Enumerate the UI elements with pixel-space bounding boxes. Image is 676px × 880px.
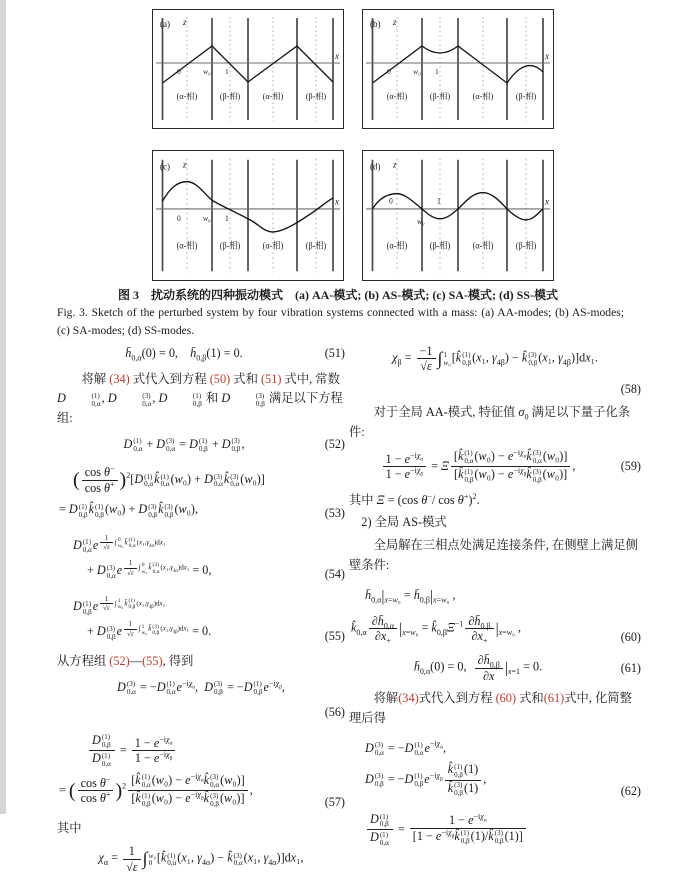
- tick-0: 0: [387, 67, 391, 76]
- equation-body: $h̄_{0,\alpha}(0) = 0$, $h̄_{0,\beta}(1) = 0$.: [125, 346, 243, 363]
- phase-label: (β-相): [515, 92, 537, 101]
- left-column: [57, 338, 345, 880]
- eq-ref-link[interactable]: (34): [109, 371, 130, 386]
- equation-51: [57, 344, 345, 364]
- panel-label: (a): [160, 19, 170, 29]
- eq-ref-link[interactable]: (50): [209, 371, 231, 386]
- phase-label: (α-相): [176, 92, 198, 101]
- equation-body: $\chi_\beta$ = $\frac{-1}{√\varepsilon}$ ∫ 1 w₀ [k̂ (1) 0,β (x₁, $\gamma_{4\beta}$) − k̂ (3) 0,β (x₁, $\gamma_{4\beta})]dx_1$.: [392, 344, 598, 374]
- equation-line: $k̂_{0,\alpha}$ $\frac{\partial h̄_{0,\alpha}}{\partial x_+}$ $|_{x=w_0}$ = $k̂_{0,\beta}\Xi^{-1}$ $\frac{\partial h̄_{0,\beta}}{\partial x_+}$ $|_{x=w_0}$ ,: [351, 613, 522, 646]
- equation-line: D (1) 0,β D (1) 0,α = $1 - e^{-i\chi_\alpha}$ $1 - e^{-i\chi_\beta}$: [57, 733, 311, 769]
- phase-label: (α-相): [262, 92, 284, 101]
- equation-line: D (1) 0,β D (1) 0,α = $1 - e^{-i\chi_\alpha}$ [$1 - e^{-i\chi_\beta}k̂$ (1) 0,β (1)/k̂ (3) 0,β (1)]: [349, 812, 641, 848]
- equation-number: (60): [620, 629, 641, 644]
- section-item: 2) 全局 AS-模式: [361, 515, 447, 530]
- equation-55: [57, 591, 345, 646]
- equation-line: + D (3) 0,β e $\frac{1}{√\varepsilon}$ ∫ 1 w₀ k̂ (3) 0,β $(x_1,\gamma_{4\beta})dx_1 = 0$.: [87, 620, 212, 642]
- phase-label: (β-相): [305, 92, 327, 101]
- equation-58: [349, 344, 641, 374]
- tick-w0: w₀: [413, 67, 421, 76]
- figure-panel-a: [152, 9, 344, 129]
- equation-line: $h̄_{0,\alpha}|_{x=w_0}$ = $h̄_{0,\beta}|_{x=w_0}$ ,: [365, 588, 456, 606]
- paragraph: 将解 (34) 式代入到方程 (50) 式和 (51) 式中, 常数 D (1) 0,α , D (3) 0,α , D (1) 0,β 和 D (3) 0,β 满足以下方程组:: [57, 371, 343, 425]
- equation-body: D (1) 0,α + D (3) 0,α = D (1) 0,β + D (3) 0,β ,: [123, 436, 245, 454]
- phase-label: (β-相): [429, 92, 451, 101]
- equation-61: [349, 653, 641, 683]
- phase-label: (α-相): [262, 239, 284, 251]
- equation-body: $\chi_\alpha$ = $\frac{1}{√\varepsilon}$ ∫ w₀ 0 [k̂ (1) 0,α (x₁, $\gamma_{4\alpha}$) − k̂ (3) 0,α (x₁, $\gamma_{4\alpha})]dx_1$,: [98, 844, 304, 874]
- equation-62-continued: [349, 808, 641, 852]
- panel-walls: [373, 18, 544, 120]
- panel-a-plot: [153, 10, 343, 128]
- tick-0: 0: [389, 196, 393, 206]
- x-axis-label: x: [335, 51, 339, 61]
- paragraph: 将解(34)式代入到方程 (60) 式和(61)式中, 化简整理后得: [349, 691, 632, 725]
- eq-ref-link[interactable]: (34): [398, 691, 419, 706]
- equation-line: ( $\frac{\cos \theta^-}{\cos \theta^+}$ )$^2$[D (1) 0,α k̂ (1) 0,α (w₀) + D (3) 0,α k̂ (3) 0,α (w₀)]: [73, 464, 265, 495]
- phase-label: (α-相): [472, 239, 494, 251]
- equation-56: [57, 678, 345, 698]
- paragraph: 其中 Ξ = (cos θ−/ cos θ+)$^2$.: [349, 491, 480, 507]
- equation-line: = D (1) 0,β k̂ (1) 0,β (w₀) + D (3) 0,β k̂ (3) 0,β (w₀),: [59, 502, 198, 519]
- phase-label: (β-相): [429, 239, 451, 251]
- equation-line: D (3) 0,β = −D (1) 0,β $e^{-i\chi_\beta}$ k̂ (1) 0,β (1) k̂ (3) 0,β (1) ,: [365, 762, 487, 798]
- paragraph: 全局解在三相点处满足连接条件, 在侧壁上满足侧壁条件:: [349, 537, 638, 572]
- phase-label: (β-相): [219, 239, 241, 251]
- right-column: [349, 338, 641, 858]
- tick-w0: w₀: [203, 213, 211, 224]
- tick-1: 1: [437, 196, 441, 206]
- eq-ref-link[interactable]: (60): [495, 691, 517, 706]
- equation-number: (54): [324, 567, 345, 582]
- eq-ref-link[interactable]: (51): [260, 371, 282, 386]
- x-axis-label: x: [335, 197, 339, 208]
- equation-line: + D (3) 0,α e $\frac{1}{√\varepsilon}$ ∫ 0 w₀ k̂ (3) 0,α $(x_1,\gamma_{4\alpha})dx_1 = 0$,: [87, 559, 212, 580]
- paragraph: 对于全局 AA-模式, 特征值 $\sigma_0$ 满足以下量子化条件:: [349, 405, 631, 439]
- x-axis-label: x: [545, 197, 549, 208]
- equation-body: $1 - e^{-i\chi_\alpha}$ $1 - e^{-i\chi_\beta}$ = Ξ [k̂ (1) 0,α $(w_0) - e^{-i\chi_\alpha}k̂$ (3) 0,α (w₀)] [k̂ (1) 0,β $(w_0) - e^{-i\chi_\beta}k̂$ (3) 0,β (w₀)] ,: [349, 449, 607, 485]
- equation-line: D (1) 0,α e $\frac{1}{√\varepsilon}$ ∫ 0 w₀ k̂ (1) 0,α $(x_1,\gamma_{4\alpha})dx_1$: [73, 533, 166, 555]
- equation-line: D (3) 0,α = −D (1) 0,α $e^{-i\chi_\alpha}$,: [365, 739, 447, 758]
- equation-57: [57, 729, 345, 813]
- equation-number: (52): [324, 436, 345, 451]
- equation-chi-alpha: [57, 844, 345, 874]
- phase-label: (α-相): [472, 92, 494, 101]
- equation-body: D (3) 0,α = −D (1) 0,α $e^{-i\chi_\alpha}$, D (3) 0,β = −D (1) 0,β $e^{-i\chi_\beta}$,: [117, 678, 285, 697]
- panel-label: (b): [370, 19, 381, 29]
- figure-panel-b: [362, 9, 554, 129]
- equation-number: (61): [620, 660, 641, 675]
- tick-w0: w₀: [417, 216, 425, 227]
- equation-number: (56): [324, 705, 345, 720]
- tick-0: 0: [177, 67, 181, 76]
- equation-59: [349, 449, 641, 485]
- z-axis-label: z: [183, 160, 187, 171]
- equation-number: (53): [324, 506, 345, 521]
- equation-number: (58): [620, 381, 641, 396]
- panel-walls: [163, 18, 334, 120]
- phase-label: (β-相): [219, 92, 241, 101]
- x-axis-label: x: [545, 51, 549, 61]
- panel-label: (c): [160, 162, 170, 173]
- tick-1: 1: [225, 213, 229, 224]
- equation-number: (59): [620, 458, 641, 473]
- figure-caption-zh: 图 3 扰动系统的四种振动模式 (a) AA-模式; (b) AS-模式; (c) SA-模式; (d) SS-模式: [118, 288, 558, 302]
- z-axis-label: z: [183, 17, 187, 27]
- panel-d-plot: [363, 151, 553, 280]
- eq-ref-link[interactable]: (61): [543, 691, 565, 706]
- equation-line: = ( $\frac{\cos \theta^-}{\cos \theta^+}$ )$^2$ [k̂ (1) 0,α $(w_0) - e^{-i\chi_\alpha}k̂$ (3) 0,α (w₀)] [k̂ (1) 0,β $(w_0) - e^{-i\chi_\beta}k̂$ (3) 0,β (w₀)] ,: [59, 771, 253, 808]
- phase-label: (β-相): [305, 239, 327, 251]
- equation-body: $h̄_{0,\alpha}(0) = 0$, $\frac{\partial h̄_{0,\beta}}{\partial x}$ $|_{x=1} = 0$.: [413, 653, 543, 683]
- equation-line: D (1) 0,β e $\frac{1}{√\varepsilon}$ ∫ 1 w₀ k̂ (1) 0,β $(x_1,\gamma_{4\beta})dx_1$: [73, 594, 166, 616]
- tick-0: 0: [177, 213, 181, 224]
- paragraph: 其中: [57, 820, 82, 835]
- tick-1: 1: [435, 67, 439, 76]
- z-axis-label: z: [393, 160, 397, 171]
- phase-label: (α-相): [386, 92, 408, 101]
- tick-1: 1: [225, 67, 229, 76]
- phase-label: (β-相): [515, 239, 537, 251]
- eq-ref-link[interactable]: (52): [109, 654, 130, 669]
- panel-walls: [373, 160, 544, 272]
- panel-c-plot: [153, 151, 343, 280]
- equation-53: [57, 460, 345, 524]
- equation-62: [349, 735, 641, 802]
- equation-52: [57, 435, 345, 455]
- equation-54: [57, 530, 345, 585]
- figure-panel-c: [152, 150, 344, 281]
- scan-edge: [0, 0, 6, 814]
- panel-b-plot: [363, 10, 553, 128]
- equation-number: (62): [620, 784, 641, 799]
- equation-number: (51): [324, 346, 345, 360]
- eq-ref-link[interactable]: (55): [142, 654, 163, 669]
- phase-label: (α-相): [386, 239, 408, 251]
- panel-label: (d): [370, 162, 381, 173]
- figure-panel-d: [362, 150, 554, 281]
- tick-w0: w₀: [203, 67, 211, 76]
- equation-60: [349, 581, 641, 647]
- paragraph: 从方程组 (52)—(55), 得到: [57, 654, 194, 669]
- phase-label: (α-相): [176, 239, 198, 251]
- equation-number: (55): [324, 628, 345, 643]
- figure-caption-en: Fig. 3. Sketch of the perturbed system by four vibration systems connected with a mass: (a) AA-modes; (b) AS-modes; (c) SA-modes; (d) SS-modes.: [57, 306, 624, 337]
- z-axis-label: z: [393, 17, 397, 27]
- equation-number: (57): [324, 795, 345, 810]
